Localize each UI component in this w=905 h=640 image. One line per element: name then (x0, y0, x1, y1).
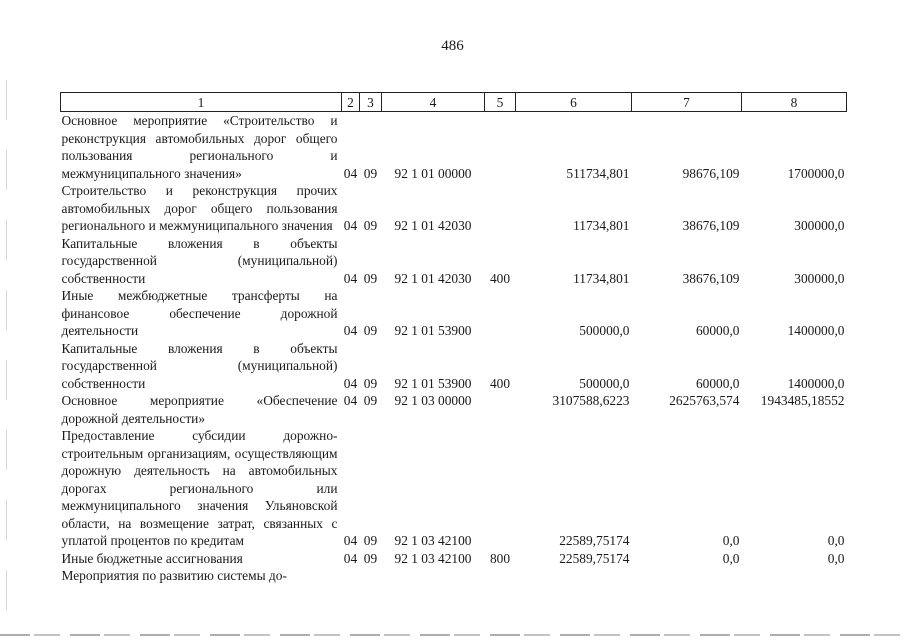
amount-col-7: 60000,0 (695, 323, 740, 338)
target-article-code: 92 1 01 53900 (394, 375, 472, 391)
column-header: 6 (516, 93, 632, 112)
amount-col-8: 1400000,0 (787, 323, 845, 338)
expense-type-code: 800 (489, 550, 511, 566)
section-code: 04 (343, 165, 358, 181)
table-row (61, 235, 847, 288)
expense-type-code (485, 112, 516, 183)
amount-col-6: 500000,0 (579, 375, 630, 391)
table-row (61, 287, 847, 340)
subsection-code (360, 567, 382, 585)
column-number-row (61, 93, 847, 112)
subsection-code: 09 (363, 533, 378, 548)
subsection-code: 09 (363, 323, 378, 338)
expense-type-code: 400 (489, 270, 511, 286)
row-name: Строительство и реконструкция прочих автомобильных дорог общего пользования регионального и межмуниципального значения (61, 183, 338, 233)
amount-col-6: 3107588,6223 (552, 393, 630, 408)
amount-col-6: 22589,75174 (559, 533, 630, 548)
target-article-code: 92 1 03 42100 (394, 550, 472, 566)
amount-col-8: 1943485,18552 (760, 393, 845, 408)
column-header: 1 (61, 93, 342, 112)
amount-col-7: 38676,109 (682, 218, 740, 233)
expense-type-code: 400 (489, 375, 511, 391)
target-article-code: 92 1 03 00000 (394, 393, 472, 408)
expense-type-code (485, 287, 516, 340)
column-header: 8 (742, 93, 847, 112)
table-row (61, 550, 847, 568)
table-row (61, 112, 847, 183)
column-header: 5 (485, 93, 516, 112)
subsection-code: 09 (363, 218, 378, 233)
amount-col-6: 22589,75174 (559, 550, 630, 566)
section-code: 04 (343, 533, 358, 548)
scan-margin-artifact (6, 80, 7, 620)
row-name: Мероприятия по развитию системы до- (61, 568, 287, 583)
column-header: 3 (360, 93, 382, 112)
amount-col-8 (742, 567, 847, 585)
amount-col-7: 98676,109 (682, 165, 740, 181)
section-code: 04 (343, 218, 358, 233)
expense-type-code (485, 427, 516, 550)
amount-col-7: 0,0 (722, 550, 740, 566)
row-name: Предоставление субсидии дорожно-строительным организациям, осуществляющим дорожную деятельность на автомобильных дорогах регионального или межмуниципального значения Ульяновской области, на возмещение затрат, связанных с уплатой процентов по кредитам (61, 428, 338, 548)
amount-col-6 (516, 567, 632, 585)
page-number: 486 (441, 38, 464, 54)
amount-col-7: 38676,109 (682, 270, 740, 286)
target-article-code: 92 1 03 42100 (394, 533, 472, 548)
row-name: Капитальные вложения в объекты государственной (муниципальной) собственности (61, 340, 338, 391)
subsection-code: 09 (363, 375, 378, 391)
section-code: 04 (343, 270, 358, 286)
target-article-code: 92 1 01 42030 (394, 270, 472, 286)
target-article-code: 92 1 01 00000 (394, 165, 472, 181)
section-code: 04 (343, 550, 358, 566)
amount-col-8: 300000,0 (794, 270, 845, 286)
subsection-code: 09 (363, 270, 378, 286)
section-code: 04 (343, 323, 358, 338)
amount-col-7 (632, 567, 742, 585)
target-article-code: 92 1 01 42030 (394, 218, 472, 233)
column-header: 7 (632, 93, 742, 112)
column-header: 4 (382, 93, 485, 112)
row-name: Основное мероприятие «Строительство и реконструкция автомобильных дорог общего пользования регионального и межмуниципального значения» (61, 113, 338, 181)
amount-col-6: 500000,0 (579, 323, 630, 338)
amount-col-6: 11734,801 (573, 218, 630, 233)
expense-type-code (485, 182, 516, 235)
amount-col-8: 0,0 (827, 533, 845, 548)
column-header: 2 (342, 93, 360, 112)
target-article-code: 92 1 01 53900 (394, 323, 472, 338)
amount-col-7: 2625763,574 (669, 393, 740, 408)
budget-table (60, 92, 847, 585)
amount-col-8: 1700000,0 (787, 165, 845, 181)
amount-col-8: 1400000,0 (787, 375, 845, 391)
amount-col-8: 300000,0 (794, 218, 845, 233)
table-row (61, 392, 847, 427)
section-code: 04 (343, 393, 358, 408)
table-row (61, 427, 847, 550)
row-name: Иные межбюджетные трансферты на финансовое обеспечение дорожной деятельности (61, 288, 338, 338)
table-row (61, 182, 847, 235)
row-name: Основное мероприятие «Обеспечение дорожной деятельности» (61, 393, 338, 426)
row-name: Иные бюджетные ассигнования (61, 550, 243, 566)
scan-bottom-artifact (0, 634, 905, 636)
amount-col-6: 11734,801 (573, 270, 630, 286)
subsection-code: 09 (363, 550, 378, 566)
section-code: 04 (343, 375, 358, 391)
subsection-code: 09 (363, 393, 378, 408)
row-name: Капитальные вложения в объекты государственной (муниципальной) собственности (61, 235, 338, 286)
table-row (61, 340, 847, 393)
section-code (342, 567, 360, 585)
expense-type-code (485, 567, 516, 585)
subsection-code: 09 (363, 165, 378, 181)
amount-col-8: 0,0 (827, 550, 845, 566)
amount-col-6: 511734,801 (566, 165, 630, 181)
amount-col-7: 0,0 (722, 533, 740, 548)
table-row (61, 567, 847, 585)
target-article-code (382, 567, 485, 585)
amount-col-7: 60000,0 (695, 375, 740, 391)
expense-type-code (485, 392, 516, 427)
